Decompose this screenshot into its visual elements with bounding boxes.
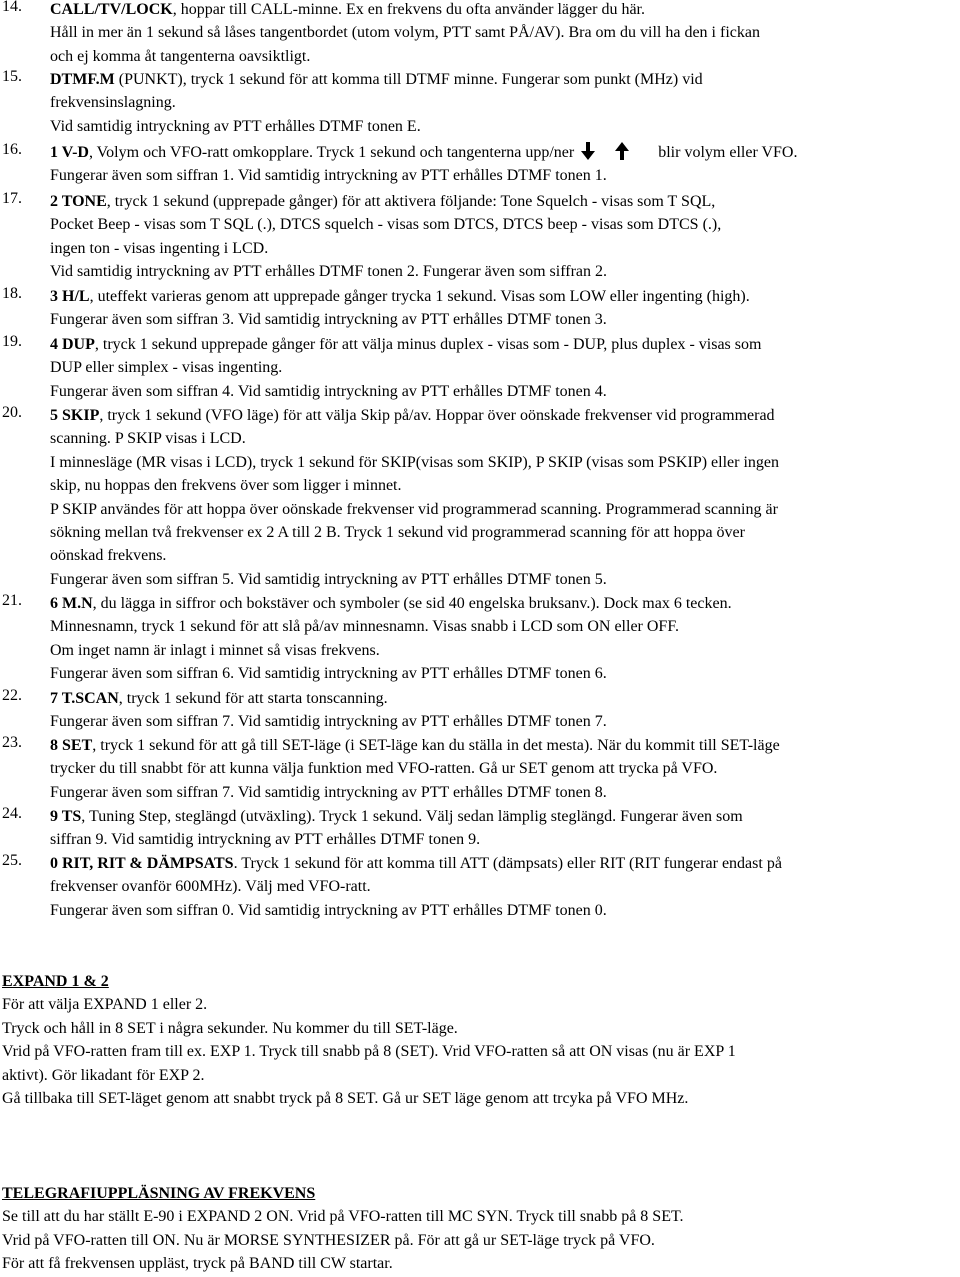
item-text: Fungerar även som siffran 1. Vid samtidig intryckning av PTT erhålles DTMF tonen 1. — [50, 167, 607, 185]
key-name: CALL/TV/LOCK — [50, 1, 173, 18]
item-text: blir volym eller VFO. — [658, 144, 798, 161]
item-24 — [0, 805, 960, 852]
key-name: 0 RIT — [50, 855, 90, 872]
key-name: 8 SET — [50, 737, 93, 754]
item-number: 22. — [2, 687, 22, 704]
section-heading: TELEGRAFIUPPLÄSNING AV FREKVENS — [2, 1185, 316, 1202]
item-text: ingen ton - visas ingenting i LCD. — [50, 239, 269, 257]
section-text: Se till att du har ställt E-90 i EXPAND 2 ON. Vrid på VFO-ratten till MC SYN. Tryck till snabb på 8 SET. — [2, 1208, 684, 1226]
section-text: aktivt). Gör likadant för EXP 2. — [2, 1066, 205, 1084]
section-text: För att få frekvensen uppläst, tryck på BAND till CW startar. — [2, 1255, 393, 1273]
item-text: Vid samtidig intryckning av PTT erhålles DTMF tonen 2. Fungerar även som siffran 2. — [50, 263, 608, 281]
item-text: , Tuning Step, steglängd (utväxling). Tryck 1 sekund. Välj sedan lämplig steglängd. Fungerar även som — [81, 808, 743, 825]
item-25 — [0, 852, 960, 922]
item-text: Fungerar även som siffran 6. Vid samtidig intryckning av PTT erhålles DTMF tonen 6. — [50, 665, 607, 683]
item-text: siffran 9. Vid samtidig intryckning av PTT erhålles DTMF tonen 9. — [50, 831, 481, 849]
item-number: 20. — [2, 404, 22, 421]
item-text: trycker du till snabbt för att kunna välja funktion med VFO-ratten. Gå ur SET genom att trycka på VFO. — [50, 760, 718, 778]
item-text: frekvenser ovanför 600MHz). Välj med VFO-ratt. — [50, 878, 371, 896]
item-number: 18. — [2, 285, 22, 302]
item-text: Fungerar även som siffran 7. Vid samtidig intryckning av PTT erhålles DTMF tonen 8. — [50, 783, 607, 801]
item-text: P SKIP användes för att hoppa över oönskade frekvenser vid programmerad scanning. Programmerad scanning är — [50, 500, 778, 518]
item-text: och ej komma åt tangenterna oavsiktligt. — [50, 47, 311, 65]
section-heading: EXPAND 1 & 2 — [2, 973, 109, 990]
section-text: Gå tillbaka till SET-läget genom att snabbt tryck på 8 SET. Gå ur SET läge genom att trcyka på VFO MHz. — [2, 1089, 689, 1107]
item-number: 16. — [2, 141, 22, 158]
section-telegrafi — [2, 1182, 958, 1276]
key-name: RIT & DÄMPSATS — [97, 855, 234, 872]
arrow-down-icon — [580, 142, 596, 160]
item-16 — [0, 141, 960, 188]
item-text: Fungerar även som siffran 3. Vid samtidig intryckning av PTT erhålles DTMF tonen 3. — [50, 311, 607, 329]
item-21 — [0, 592, 960, 686]
item-text: I minnesläge (MR visas i LCD), tryck 1 sekund för SKIP(visas som SKIP), P SKIP (visas som PSKIP) eller ingen — [50, 453, 780, 471]
item-number: 19. — [2, 333, 22, 350]
item-text: oönskad frekvens. — [50, 547, 167, 565]
key-separator: , — [89, 855, 98, 872]
item-text: , Volym och VFO-ratt omkopplare. Tryck 1 sekund och tangenterna upp/ner — [88, 144, 575, 161]
item-15 — [0, 68, 960, 138]
section-text: Vrid på VFO-ratten till ON. Nu är MORSE SYNTHESIZER på. För att gå ur SET-läge tryck på VFO. — [2, 1231, 655, 1249]
section-text: Vrid på VFO-ratten fram till ex. EXP 1. Tryck till snabb på 8 (SET). Vrid VFO-ratten så att ON visas (nu är EXP 1 — [2, 1043, 736, 1061]
section-expand — [2, 970, 958, 1110]
item-text: , du lägga in siffror och bokstäver och symboler (se sid 40 engelska bruksanv.). Dock max 6 tecken. — [92, 595, 732, 612]
item-text: , tryck 1 sekund för att starta tonscanning. — [118, 690, 388, 707]
item-text: Fungerar även som siffran 5. Vid samtidig intryckning av PTT erhålles DTMF tonen 5. — [50, 570, 607, 588]
section-text: Tryck och håll in 8 SET i några sekunder. Nu kommer du till SET-läge. — [2, 1019, 458, 1037]
item-text: , uteffekt varieras genom att upprepade gånger trycka 1 sekund. Visas som LOW eller ingenting (high). — [89, 288, 750, 305]
item-text: , hoppar till CALL-minne. Ex en frekvens du ofta använder lägger du här. — [172, 1, 645, 18]
item-number: 23. — [2, 734, 22, 751]
item-number: 14. — [2, 0, 22, 15]
item-text: skip, nu hoppas den frekvens över som ligger i minnet. — [50, 477, 402, 495]
item-text: , tryck 1 sekund (upprepade gånger) för att aktivera följande: Tone Squelch - visas som T SQL, — [106, 193, 716, 210]
item-text: (PUNKT), tryck 1 sekund för att komma till DTMF minne. Fungerar som punkt (MHz) vid — [114, 71, 703, 88]
item-text: Minnesnamn, tryck 1 sekund för att slå på/av minnesnamn. Visas snabb i LCD som ON eller OFF. — [50, 618, 679, 636]
item-text: Vid samtidig intryckning av PTT erhålles DTMF tonen E. — [50, 117, 421, 135]
key-name: 2 TONE — [50, 193, 107, 210]
section-text: För att välja EXPAND 1 eller 2. — [2, 996, 208, 1014]
arrow-up-icon — [614, 142, 630, 160]
item-text: , tryck 1 sekund för att gå till SET-läge (i SET-läge kan du ställa in det mesta). När du kommit till SET-läge — [92, 737, 780, 754]
item-text: DUP eller simplex - visas ingenting. — [50, 359, 283, 377]
item-number: 25. — [2, 852, 22, 869]
item-22 — [0, 687, 960, 734]
item-text: , tryck 1 sekund (VFO läge) för att välja Skip på/av. Hoppar över oönskade frekvenser vid programmerad — [99, 407, 775, 424]
item-text: frekvensinslagning. — [50, 94, 176, 112]
item-number: 24. — [2, 805, 22, 822]
key-name: 9 TS — [50, 808, 82, 825]
item-text: Håll in mer än 1 sekund så låses tangentbordet (utom volym, PTT samt PÅ/AV). Bra om du vill ha den i fickan — [50, 24, 760, 42]
item-14 — [0, 0, 960, 68]
item-text: Om inget namn är inlagt i minnet så visas frekvens. — [50, 641, 380, 659]
key-name: DTMF.M — [50, 71, 115, 88]
key-name: 4 DUP — [50, 336, 95, 353]
item-text: Fungerar även som siffran 7. Vid samtidig intryckning av PTT erhålles DTMF tonen 7. — [50, 713, 607, 731]
item-17 — [0, 190, 960, 284]
item-18 — [0, 285, 960, 332]
item-19 — [0, 333, 960, 403]
item-20 — [0, 404, 960, 591]
key-name: 1 V-D — [50, 144, 89, 161]
item-text: scanning. P SKIP visas i LCD. — [50, 430, 246, 448]
key-name: 3 H/L — [50, 288, 90, 305]
item-text: Fungerar även som siffran 4. Vid samtidig intryckning av PTT erhålles DTMF tonen 4. — [50, 382, 607, 400]
item-text: , tryck 1 sekund upprepade gånger för att välja minus duplex - visas som - DUP, plus duplex - visas som — [94, 336, 762, 353]
item-number: 21. — [2, 592, 22, 609]
item-number: 17. — [2, 190, 22, 207]
item-text: sökning mellan två frekvenser ex 2 A till 2 B. Tryck 1 sekund vid programmerad scanning för att hoppa över — [50, 523, 745, 541]
key-name: 6 M.N — [50, 595, 93, 612]
item-text: Pocket Beep - visas som T SQL (.), DTCS squelch - visas som DTCS, DTCS beep - visas som DTCS (.), — [50, 216, 722, 234]
item-text: . Tryck 1 sekund för att komma till ATT (dämpsats) eller RIT (RIT fungerar endast på — [233, 855, 782, 872]
item-23 — [0, 734, 960, 804]
key-name: 7 T.SCAN — [50, 690, 119, 707]
item-text: Fungerar även som siffran 0. Vid samtidig intryckning av PTT erhålles DTMF tonen 0. — [50, 901, 607, 919]
item-number: 15. — [2, 68, 22, 85]
key-name: 5 SKIP — [50, 407, 100, 424]
